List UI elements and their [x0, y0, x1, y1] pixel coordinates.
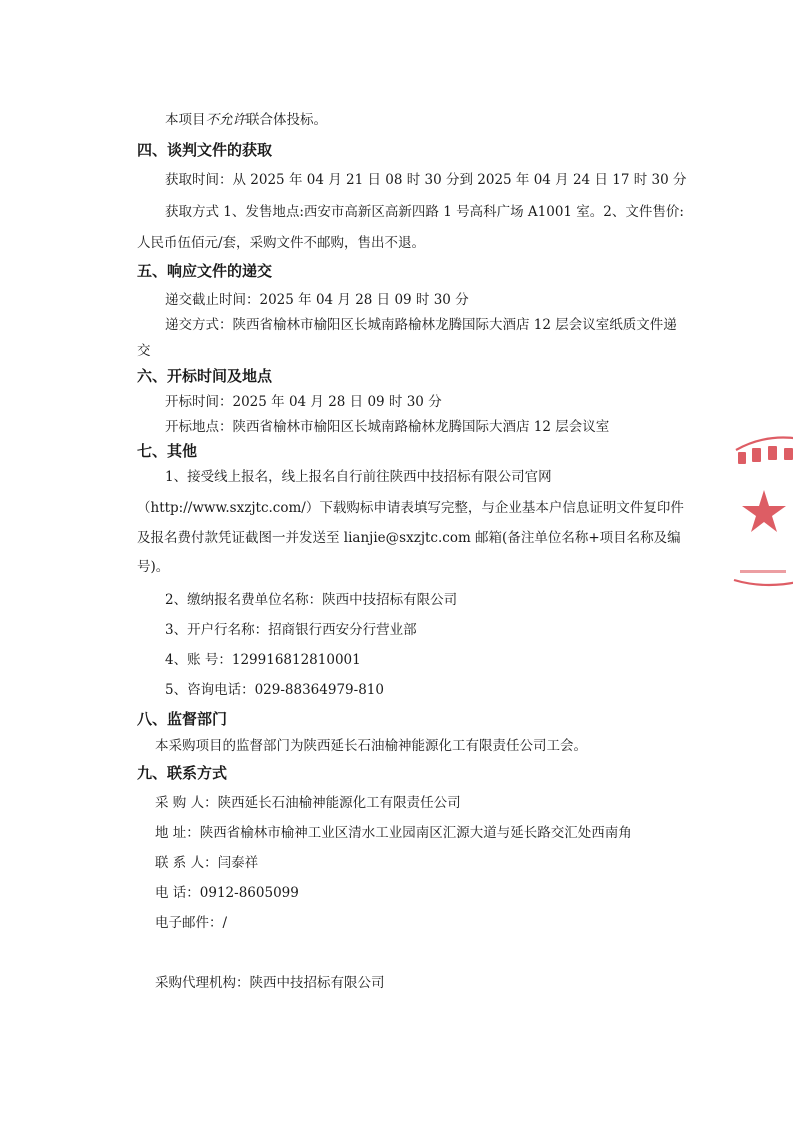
contact-person: 联 系 人：闫泰祥 — [155, 855, 259, 871]
section-9-heading: 九、联系方式 — [137, 764, 228, 782]
acquire-method-line1: 获取方式 1、发售地点:西安市高新区高新四路 1 号高科广场 A1001 室。2、文件售价: — [165, 204, 684, 220]
section-4-heading: 四、谈判文件的获取 — [137, 141, 273, 159]
contact-phone: 电 话：0912-8605099 — [155, 885, 299, 901]
acquire-time: 获取时间：从 2025 年 04 月 21 日 08 时 30 分到 2025 年 04 月 24 日 17 时 30 分 — [165, 172, 687, 188]
section-6-heading: 六、开标时间及地点 — [137, 367, 273, 385]
section-8-heading: 八、监督部门 — [137, 710, 228, 728]
contact-email: 电子邮件：/ — [155, 915, 228, 931]
contact-address: 地 址：陕西省榆林市榆神工业区清水工业园南区汇源大道与延长路交汇处西南角 — [155, 825, 632, 841]
other-item4-account: 4、账 号：129916812810001 — [165, 652, 361, 668]
submit-method-line2: 交 — [137, 343, 151, 359]
not-allowed-emphasis: 不允许 — [205, 112, 246, 128]
company-seal-stamp — [728, 430, 793, 600]
seal-icon — [728, 430, 793, 600]
other-item5-phone: 5、咨询电话：029-88364979-810 — [165, 682, 384, 698]
opening-time: 开标时间：2025 年 04 月 28 日 09 时 30 分 — [165, 394, 442, 410]
supervision-text: 本采购项目的监督部门为陕西延长石油榆神能源化工有限责任公司工会。 — [155, 738, 587, 754]
other-item1-line3: 及报名费付款凭证截图一并发送至 lianjie@sxzjtc.com 邮箱(备注单位名称+项目名称及编 — [137, 530, 681, 546]
submit-method-line1: 递交方式：陕西省榆林市榆阳区长城南路榆林龙腾国际大酒店 12 层会议室纸质文件递 — [165, 317, 677, 333]
submit-deadline: 递交截止时间：2025 年 04 月 28 日 09 时 30 分 — [165, 292, 469, 308]
opening-place: 开标地点：陕西省榆林市榆阳区长城南路榆林龙腾国际大酒店 12 层会议室 — [165, 419, 610, 435]
other-item2: 2、缴纳报名费单位名称：陕西中技招标有限公司 — [165, 592, 458, 608]
other-item3: 3、开户行名称：招商银行西安分行营业部 — [165, 622, 417, 638]
procurement-agency: 采购代理机构：陕西中技招标有限公司 — [155, 975, 385, 991]
other-item1-line4: 号)。 — [137, 559, 170, 575]
other-item1-line2: （http://www.sxzjtc.com/）下载购标申请表填写完整，与企业基本户信息证明文件复印件 — [137, 500, 684, 516]
joint-bid-line: 本项目不允许联合体投标。 — [165, 112, 327, 128]
section-5-heading: 五、响应文件的递交 — [137, 262, 273, 280]
other-item1-line1: 1、接受线上报名，线上报名自行前往陕西中技招标有限公司官网 — [165, 469, 552, 485]
section-7-heading: 七、其他 — [137, 442, 198, 460]
contact-buyer: 采 购 人：陕西延长石油榆神能源化工有限责任公司 — [155, 795, 461, 811]
acquire-method-line2: 人民币伍佰元/套，采购文件不邮购，售出不退。 — [137, 235, 426, 251]
